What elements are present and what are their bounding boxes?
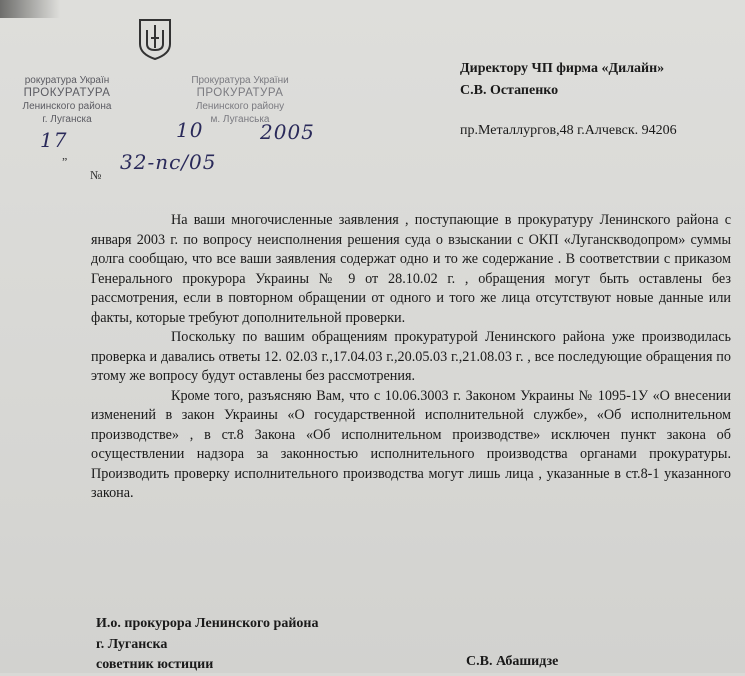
signer-city: г. Луганска <box>96 636 168 652</box>
stamp-left-line1: рокуратура Україн <box>24 75 110 86</box>
stamp-right-line1: Прокуратура України <box>191 75 289 86</box>
stamp-right-line4: м. Луганська <box>210 114 270 125</box>
handwritten-day: 17 <box>40 128 68 152</box>
date-quote-mark: „ <box>62 148 68 162</box>
handwritten-month: 10 <box>176 118 204 142</box>
paragraph-2: Поскольку по вашим обращениям прокуратурой Ленинского района уже производилась проверка и давались ответы 12. 02.03 г.,17.04.03 г.,20.05.03 г.,21.08.03 г. , все последующие обращения по этому же вопросу будут оставлены без рассмотрения. <box>91 329 731 384</box>
stamp-left <box>2 74 132 126</box>
addressee-title: Директору ЧП фирма «Дилайн» <box>460 61 665 76</box>
stamp-right-line3: Ленинского району <box>195 101 285 112</box>
addressee-block <box>460 58 677 138</box>
paragraph-3: Кроме того, разъясняю Вам, что с 10.06.3003 г. Законом Украины № 1095-1У «О внесении изменений в закон Украины «О государственной исполнительной службе», «Об исполнительном производстве» , в ст.8 Закона «Об исполнительном производстве» исключен пункт закона об осуществлении надзора за законностью исполнительного производства органами прокуратуры. Производить проверку исполнительного производства могут лишь лица , указанные в ст.8-1 указанного закона. <box>91 387 731 501</box>
stamp-left-line4: г. Луганска <box>42 114 92 125</box>
handwritten-number: 32-пс/05 <box>120 150 217 174</box>
addressee-street: пр.Металлургов,48 г.Алчевск. 94206 <box>460 123 677 138</box>
paragraph-1: На ваши многочисленные заявления , поступающие в прокуратуру Ленинского района с января 2003 г. по вопросу неисполнения решения суда о взыскании с ОКП «Луганскводопром» суммы долга сообщаю, что все ваши заявления содержат одно и то же содержание . В соответствии с приказом Генерального прокурора Украины № 9 от 28.10.02 г. , обращения могут быть оставлены без рассмотрения, если в повторном обращении от одного и того же лица отсутствуют новые данные или факты, которые требуют дополнительной проверки. <box>91 212 731 326</box>
signature-block <box>96 614 318 676</box>
letter-body <box>91 211 731 504</box>
stamp-left-line3: Ленинского района <box>22 101 112 112</box>
coat-of-arms-icon <box>138 18 172 60</box>
number-prefix: № <box>90 168 102 182</box>
stamp-left-line2: ПРОКУРАТУРА <box>23 87 111 99</box>
stamp-right-line2: ПРОКУРАТУРА <box>196 87 284 99</box>
addressee-name: С.В. Остапенко <box>460 83 559 98</box>
signer-position: И.о. прокурора Ленинского района <box>96 616 319 631</box>
handwritten-year: 2005 <box>260 120 315 144</box>
signer-name: С.В. Абашидзе <box>466 654 559 669</box>
signer-rank: советник юстиции <box>96 657 214 672</box>
